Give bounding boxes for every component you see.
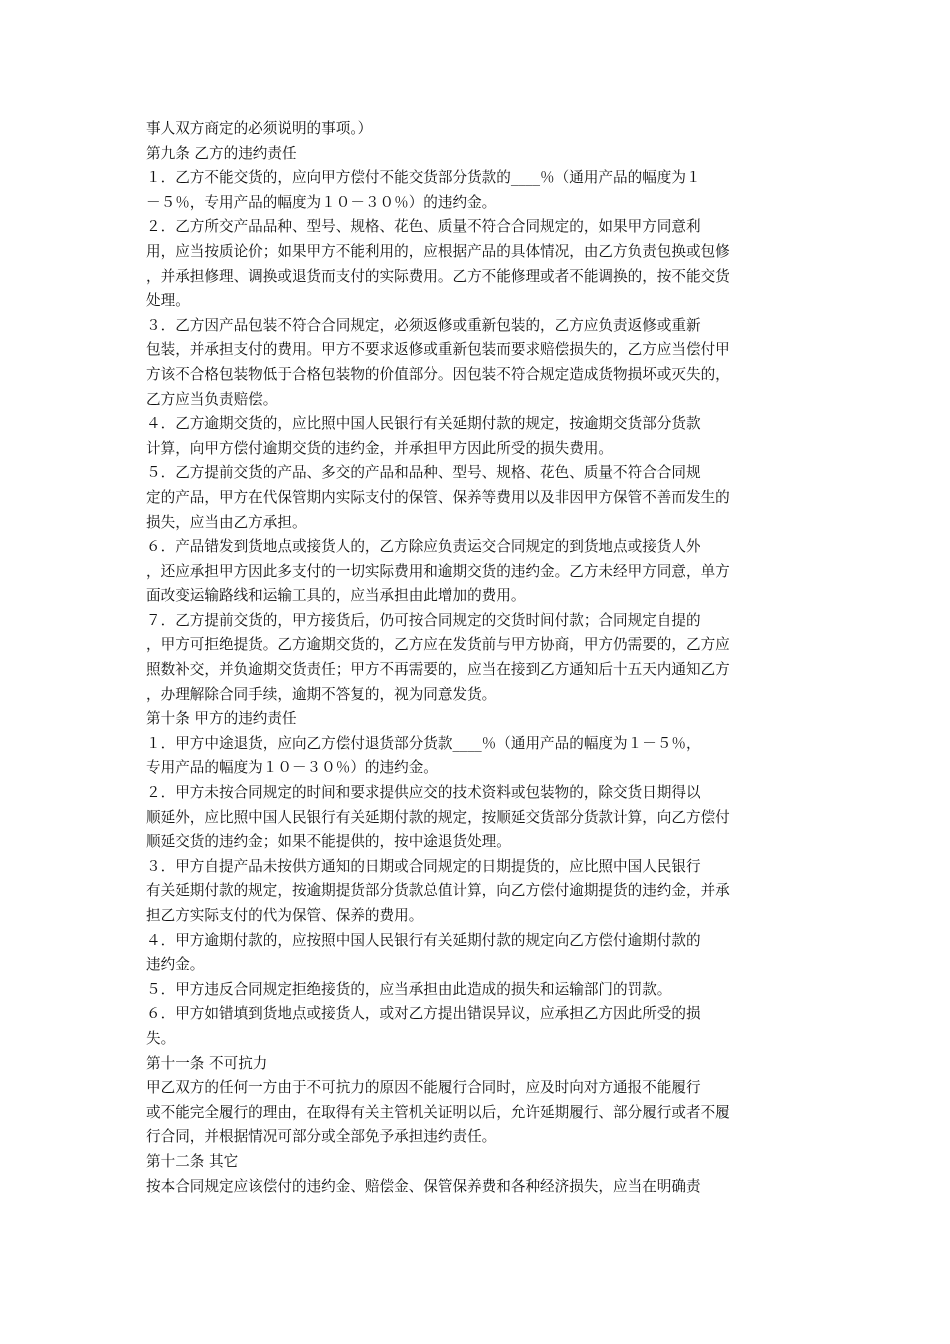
document-line: －５％，专用产品的幅度为１０－３０％）的违约金。 <box>146 193 497 211</box>
document-body <box>146 117 810 1199</box>
document-line: 担乙方实际支付的代为保管、保养的费用。 <box>146 907 424 924</box>
document-line: 处理。 <box>146 292 190 310</box>
document-line: 事人双方商定的必须说明的事项。） <box>146 120 373 137</box>
document-line: 第九条 乙方的违约责任 <box>146 144 297 162</box>
document-line: １．甲方中途退货，应向乙方偿付退货部分货款____％（通用产品的幅度为１－５％， <box>146 734 701 752</box>
document-line: 或不能完全履行的理由，在取得有关主管机关证明以后，允许延期履行、部分履行或者不履 <box>146 1103 730 1121</box>
document-line: ，并承担修理、调换或退货而支付的实际费用。乙方不能修理或者不能调换的，按不能交货 <box>146 267 730 285</box>
document-line: ５．乙方提前交货的产品、多交的产品和品种、型号、规格、花色、质量不符合合同规 <box>146 464 701 482</box>
document-line: 第十二条 其它 <box>146 1152 239 1170</box>
document-line: 行合同，并根据情况可部分或全部免予承担违约责任。 <box>146 1128 497 1146</box>
document-line: 按本合同规定应该偿付的违约金、赔偿金、保管保养费和各种经济损失，应当在明确责 <box>146 1177 701 1195</box>
document-line: 用，应当按质论价；如果甲方不能利用的，应根据产品的具体情况，由乙方负责包换或包修 <box>146 242 730 260</box>
document-line: ３．乙方因产品包装不符合合同规定，必须返修或重新包装的，乙方应负责返修或重新 <box>146 316 701 334</box>
document-line: ３．甲方自提产品未按供方通知的日期或合同规定的日期提货的，应比照中国人民银行 <box>146 857 701 875</box>
document-line: ６．甲方如错填到货地点或接货人，或对乙方提出错误异议，应承担乙方因此所受的损 <box>146 1005 701 1023</box>
document-line: 失。 <box>146 1029 176 1047</box>
document-line: ４．甲方逾期付款的，应按照中国人民银行有关延期付款的规定向乙方偿付逾期付款的 <box>146 931 701 949</box>
document-line: ６．产品错发到货地点或接货人的，乙方除应负责运交合同规定的到货地点或接货人外 <box>146 538 701 556</box>
document-line: １．乙方不能交货的，应向甲方偿付不能交货部分货款的____％（通用产品的幅度为１ <box>146 169 701 187</box>
document-line: ，甲方可拒绝提货。乙方逾期交货的，乙方应在发货前与甲方协商，甲方仍需要的，乙方应 <box>146 636 730 654</box>
document-line: 顺延外，应比照中国人民银行有关延期付款的规定，按顺延交货部分货款计算，向乙方偿付 <box>146 808 730 826</box>
document-line: 面改变运输路线和运输工具的，应当承担由此增加的费用。 <box>146 587 526 605</box>
document-line: 包装，并承担支付的费用。甲方不要求返修或重新包装而要求赔偿损失的，乙方应当偿付甲 <box>146 341 730 359</box>
document-line: 乙方应当负责赔偿。 <box>146 390 278 408</box>
document-line: 违约金。 <box>146 956 205 974</box>
document-line: 第十条 甲方的违约责任 <box>146 710 297 728</box>
document-line: 定的产品，甲方在代保管期内实际支付的保管、保养等费用以及非因甲方保管不善而发生的 <box>146 488 730 506</box>
document-line: 损失，应当由乙方承担。 <box>146 513 307 531</box>
document-line: ２．甲方未按合同规定的时间和要求提供应交的技术资料或包装物的，除交货日期得以 <box>146 784 701 802</box>
document-line: ２．乙方所交产品品种、型号、规格、花色、质量不符合合同规定的，如果甲方同意利 <box>146 218 701 236</box>
document-line: 方该不合格包装物低于合格包装物的价值部分。因包装不符合规定造成货物损坏或灭失的， <box>146 365 730 383</box>
document-line: 第十一条 不可抗力 <box>146 1054 268 1072</box>
document-line: 甲乙双方的任何一方由于不可抗力的原因不能履行合同时，应及时向对方通报不能履行 <box>146 1079 701 1097</box>
document-line: ７．乙方提前交货的，甲方接货后，仍可按合同规定的交货时间付款；合同规定自提的 <box>146 611 701 629</box>
document-line: ４．乙方逾期交货的，应比照中国人民银行有关延期付款的规定，按逾期交货部分货款 <box>146 415 701 433</box>
document-line: 专用产品的幅度为１０－３０％）的违约金。 <box>146 759 438 777</box>
document-line: ，还应承担甲方因此多支付的一切实际费用和逾期交货的违约金。乙方未经甲方同意，单方 <box>146 562 730 580</box>
document-line: 计算，向甲方偿付逾期交货的违约金，并承担甲方因此所受的损失费用。 <box>146 439 614 457</box>
document-line: ５．甲方违反合同规定拒绝接货的，应当承担由此造成的损失和运输部门的罚款。 <box>146 980 672 998</box>
document-line: 顺延交货的违约金；如果不能提供的，按中途退货处理。 <box>146 833 511 851</box>
document-line: 有关延期付款的规定，按逾期提货部分货款总值计算，向乙方偿付逾期提货的违约金，并承 <box>146 882 730 900</box>
document-line: ，办理解除合同手续，逾期不答复的，视为同意发货。 <box>146 685 497 703</box>
document-line: 照数补交，并负逾期交货责任；甲方不再需要的，应当在接到乙方通知后十五天内通知乙方 <box>146 661 730 679</box>
